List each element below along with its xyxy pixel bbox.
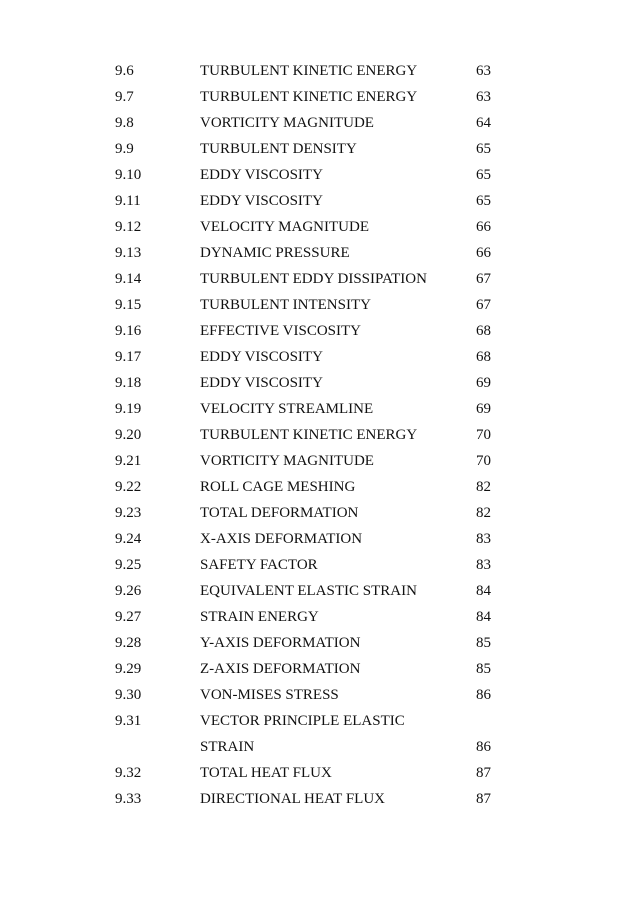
toc-row (0, 188, 638, 214)
page-number: 63 (476, 89, 491, 105)
figure-title: VORTICITY MAGNITUDE (200, 115, 374, 131)
figure-title: TOTAL DEFORMATION (200, 505, 359, 521)
toc-row (0, 682, 638, 708)
page-number: 67 (476, 297, 491, 313)
page-number: 87 (476, 765, 491, 781)
page-number: 70 (476, 453, 491, 469)
page-number: 70 (476, 427, 491, 443)
toc-row (0, 240, 638, 266)
page-number: 65 (476, 193, 491, 209)
figure-title: STRAIN ENERGY (200, 609, 319, 625)
figure-number: 9.20 (115, 427, 142, 443)
figure-number: 9.19 (115, 401, 142, 417)
figure-title: VORTICITY MAGNITUDE (200, 453, 374, 469)
toc-row (0, 448, 638, 474)
figure-title: EDDY VISCOSITY (200, 193, 323, 209)
figure-title: EDDY VISCOSITY (200, 375, 323, 391)
page-number: 85 (476, 635, 491, 651)
toc-row (0, 604, 638, 630)
figure-title: EQUIVALENT ELASTIC STRAIN (200, 583, 417, 599)
page-number: 83 (476, 531, 491, 547)
figure-number: 9.16 (115, 323, 142, 339)
figure-title: SAFETY FACTOR (200, 557, 318, 573)
toc-row (0, 110, 638, 136)
figure-number: 9.31 (115, 713, 142, 729)
figure-title: X-AXIS DEFORMATION (200, 531, 363, 547)
toc-row (0, 526, 638, 552)
toc-row (0, 136, 638, 162)
figure-number: 9.32 (115, 765, 142, 781)
toc-row (0, 760, 638, 786)
toc-row (0, 786, 638, 812)
toc-row (0, 162, 638, 188)
figure-title: TOTAL HEAT FLUX (200, 765, 332, 781)
page-number: 63 (476, 63, 491, 79)
toc-row (0, 292, 638, 318)
figure-title: DIRECTIONAL HEAT FLUX (200, 791, 385, 807)
toc-row (0, 344, 638, 370)
figure-title: VON-MISES STRESS (200, 687, 339, 703)
page-number: 69 (476, 375, 491, 391)
figure-number: 9.14 (115, 271, 142, 287)
figure-title: ROLL CAGE MESHING (200, 479, 356, 495)
figure-title: EDDY VISCOSITY (200, 349, 323, 365)
figure-number: 9.29 (115, 661, 142, 677)
toc-row (0, 708, 638, 734)
toc-row (0, 84, 638, 110)
figure-title: EDDY VISCOSITY (200, 167, 323, 183)
toc-row (0, 578, 638, 604)
figure-title: EFFECTIVE VISCOSITY (200, 323, 361, 339)
figure-number: 9.25 (115, 557, 142, 573)
page-number: 82 (476, 505, 491, 521)
page-number: 66 (476, 245, 491, 261)
figure-title: Y-AXIS DEFORMATION (200, 635, 361, 651)
figure-number: 9.15 (115, 297, 142, 313)
page-number: 66 (476, 219, 491, 235)
figure-number: 9.12 (115, 219, 142, 235)
page-number: 84 (476, 609, 491, 625)
figure-number: 9.6 (115, 63, 134, 79)
figure-number: 9.11 (115, 193, 141, 209)
page-number: 65 (476, 141, 491, 157)
figure-title: DYNAMIC PRESSURE (200, 245, 350, 261)
toc-row (0, 630, 638, 656)
page-number: 86 (476, 687, 491, 703)
figure-number: 9.21 (115, 453, 142, 469)
page-number: 64 (476, 115, 491, 131)
figure-title: VECTOR PRINCIPLE ELASTIC (200, 713, 405, 729)
toc-row-continuation (0, 734, 638, 760)
page-number: 67 (476, 271, 491, 287)
toc-row (0, 58, 638, 84)
toc-row (0, 396, 638, 422)
page-number: 65 (476, 167, 491, 183)
page-number: 85 (476, 661, 491, 677)
figure-title: TURBULENT KINETIC ENERGY (200, 63, 418, 79)
figure-number: 9.13 (115, 245, 142, 261)
figure-number: 9.17 (115, 349, 142, 365)
toc-row (0, 500, 638, 526)
page-number: 82 (476, 479, 491, 495)
page-number: 69 (476, 401, 491, 417)
figure-number: 9.9 (115, 141, 134, 157)
figure-number: 9.30 (115, 687, 142, 703)
figure-title: TURBULENT KINETIC ENERGY (200, 427, 418, 443)
figure-number: 9.10 (115, 167, 142, 183)
list-of-figures (0, 58, 638, 812)
figure-number: 9.18 (115, 375, 142, 391)
page-number: 68 (476, 349, 491, 365)
figure-number: 9.8 (115, 115, 134, 131)
figure-title: Z-AXIS DEFORMATION (200, 661, 361, 677)
figure-title: VELOCITY STREAMLINE (200, 401, 374, 417)
figure-number: 9.33 (115, 791, 142, 807)
figure-title: VELOCITY MAGNITUDE (200, 219, 369, 235)
page-number: 87 (476, 791, 491, 807)
figure-title: STRAIN (200, 739, 255, 755)
figure-title: TURBULENT EDDY DISSIPATION (200, 271, 427, 287)
page-number: 86 (476, 739, 491, 755)
toc-row (0, 474, 638, 500)
toc-row (0, 214, 638, 240)
figure-number: 9.26 (115, 583, 142, 599)
figure-number: 9.22 (115, 479, 142, 495)
page-number: 68 (476, 323, 491, 339)
toc-row (0, 318, 638, 344)
toc-row (0, 266, 638, 292)
page-number: 84 (476, 583, 491, 599)
toc-row (0, 422, 638, 448)
figure-title: TURBULENT KINETIC ENERGY (200, 89, 418, 105)
figure-number: 9.27 (115, 609, 142, 625)
toc-row (0, 656, 638, 682)
figure-title: TURBULENT INTENSITY (200, 297, 371, 313)
figure-number: 9.24 (115, 531, 142, 547)
figure-number: 9.23 (115, 505, 142, 521)
figure-title: TURBULENT DENSITY (200, 141, 357, 157)
figure-number: 9.7 (115, 89, 134, 105)
toc-row (0, 370, 638, 396)
figure-number: 9.28 (115, 635, 142, 651)
toc-row (0, 552, 638, 578)
page-number: 83 (476, 557, 491, 573)
